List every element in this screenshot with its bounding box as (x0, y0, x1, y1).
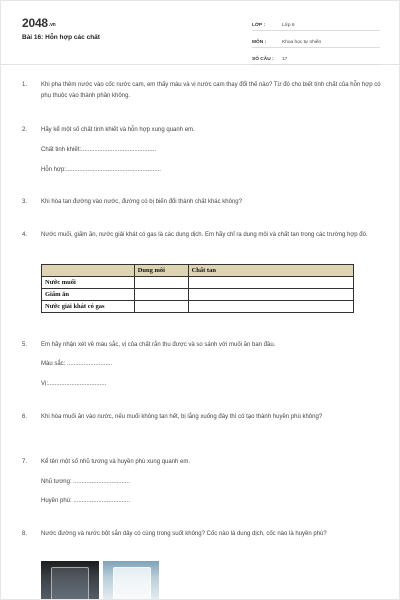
question-2 (22, 125, 382, 136)
question-5 (22, 340, 382, 351)
question-8 (22, 529, 382, 540)
question-number: 4. (22, 232, 28, 238)
meta-subject-row (252, 33, 380, 48)
question-3 (22, 197, 382, 208)
question-text: Nước đường và nước bột sắn dây có cùng trong suốt không? Cốc nào là dung dịch, cốc nào là huyền phù? (41, 531, 327, 537)
worksheet-header (1, 1, 399, 65)
question-text: Khi hòa tan đường vào nước, đường có bị biến đổi thành chất khác không? (41, 199, 242, 205)
lesson-meta (252, 16, 380, 67)
table-cell-solute[interactable] (188, 301, 353, 313)
table-cell-solvent[interactable] (134, 289, 188, 301)
question-number: 7. (22, 459, 28, 465)
starch-water-glass-image (103, 561, 159, 600)
table-row-label: Nước muối (42, 277, 135, 289)
question-number: 3. (22, 199, 28, 205)
meta-label: LỚP : (252, 23, 266, 28)
question-number: 5. (22, 342, 28, 348)
table-row-label: Giấm ăn (42, 289, 135, 301)
table-row (42, 301, 354, 313)
question-text: Em hãy nhận xét về màu sắc, vị của chất rắn thu được và so sánh với muối ăn ban đầu. (41, 342, 276, 348)
lesson-title: Bài 16: Hỗn hợp các chất (22, 34, 100, 41)
meta-count-row (252, 50, 380, 65)
answer-emulsion[interactable]: Nhũ tương: .................................. (41, 479, 130, 485)
meta-label: MÔN : (252, 40, 267, 45)
answer-mixture[interactable]: Hỗn hợp:......................................................... (41, 167, 161, 173)
meta-value: Khoa học tự nhiên (282, 40, 322, 45)
meta-value: 17 (282, 57, 288, 62)
table-cell-solvent[interactable] (134, 301, 188, 313)
table-cell-solute[interactable] (188, 289, 353, 301)
table-header-cell: Chất tan (188, 265, 353, 277)
table-cell-solvent[interactable] (134, 277, 188, 289)
glass-shape (51, 567, 89, 600)
table-row-label: Nước giải khát có gas (42, 301, 135, 313)
table-header-cell: Dung môi (134, 265, 188, 277)
sugar-water-glass-image (41, 561, 99, 600)
glasses-photos (41, 561, 159, 600)
solvent-solute-table (41, 264, 354, 313)
glass-shape (113, 567, 151, 600)
question-7 (22, 457, 382, 468)
table-header-cell (42, 265, 135, 277)
question-text: Khi pha thêm nước vào cốc nước cam, em thấy màu và vị nước cam thay đổi thế nào? Từ đó cho biết tính chất của hỗn hợp có phụ thuộc vào thành phần không. (41, 82, 381, 99)
table-header-row (42, 265, 354, 277)
table-cell-solute[interactable] (188, 277, 353, 289)
question-number: 8. (22, 531, 28, 537)
question-number: 1. (22, 82, 28, 88)
meta-value: Lớp 6 (282, 23, 295, 28)
question-4 (22, 230, 382, 241)
table-row (42, 277, 354, 289)
answer-color[interactable]: Màu sắc: ........................... (41, 361, 113, 367)
question-number: 2. (22, 127, 28, 133)
question-1 (22, 80, 382, 102)
question-number: 6. (22, 414, 28, 420)
site-logo[interactable]: 2048.vn (22, 16, 56, 30)
meta-label: SỐ CÂU : (252, 57, 274, 62)
answer-pure-substance[interactable]: Chất tinh khiết:............................................. (41, 147, 157, 153)
meta-class-row (252, 16, 380, 31)
answer-suspension[interactable]: Huyền phù: .................................. (41, 498, 131, 504)
question-text: Khi hòa muối ăn vào nước, nếu muối không tan hết, bị lắng xuống đáy thì có tạo thành huyền phù không? (41, 414, 323, 420)
answer-taste[interactable]: Vị:................................... (41, 381, 107, 387)
table-row (42, 289, 354, 301)
question-6 (22, 412, 382, 423)
question-text: Nước muối, giấm ăn, nước giải khát có gas là các dung dịch. Em hãy chỉ ra dung môi và chất tan trong các trường hợp đó. (41, 232, 368, 238)
question-text: Kể tên một số nhũ tương và huyền phù xung quanh em. (41, 459, 191, 465)
question-text: Hãy kể một số chất tinh khiết và hỗn hợp xung quanh em. (41, 127, 195, 133)
